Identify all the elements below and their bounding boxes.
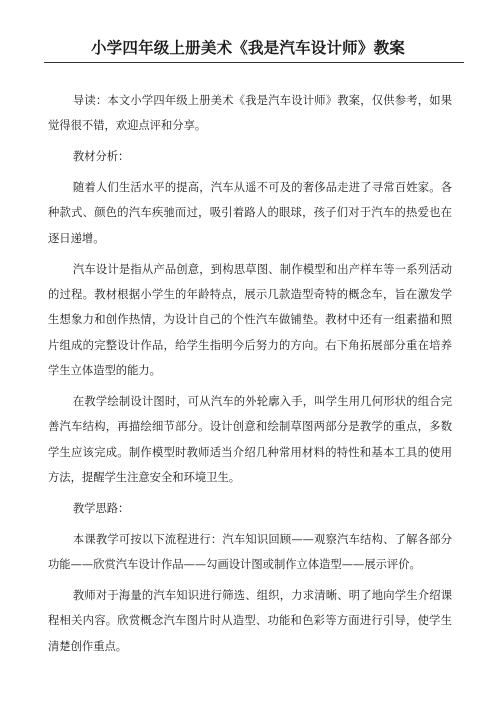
paragraph-approach-2: 教师对于海量的汽车知识进行筛选、组织，力求清晰、明了地向学生介绍课程相关内容。欣赏概念汽车图片时从造型、功能和色彩等方面进行引导，使学生清楚创作重点。 [48,589,452,653]
header-divider [44,62,464,63]
section-heading-analysis: 教材分析： [72,150,130,164]
document-title: 小学四年级上册美术《我是汽车设计师》教案 [90,39,405,57]
document-body [48,88,452,665]
paragraph-approach-1: 本课教学可按以下流程进行：汽车知识回顾——观察汽车结构、了解各部分功能——欣赏汽车设计作品——勾画设计图或制作立体造型——展示评价。 [48,532,452,572]
paragraph-intro: 导读：本文小学四年级上册美术《我是汽车设计师》教案，仅供参考，如果觉得很不错，欢迎点评和分享。 [48,94,452,133]
paragraph-analysis-2: 汽车设计是指从产品创意，到构思草图、制作模型和出产样车等一系列活动的过程。教材根据小学生的年龄特点，展示几款造型奇特的概念车，旨在激发学生想象力和创作热情，为设计自己的个性汽车做铺垫。教材中还有一组素描和照片组成的完整设计作品，给学生指明今后努力的方向。右下角拓展部分重在培养学生立体造型的能力。 [48,262,452,378]
paragraph-analysis-3: 在教学绘制设计图时，可从汽车的外轮廓入手，叫学生用几何形状的组合完善汽车结构，再描绘细节部分。设计创意和绘制草图两部分是教学的重点，多数学生应该完成。制作模型时教师适当介绍几种常用材料的特性和基本工具的使用方法，提醒学生注意安全和环境卫生。 [48,395,452,485]
section-heading-approach: 教学思路： [72,502,130,516]
paragraph-analysis-1: 随着人们生活水平的提高，汽车从遥不可及的奢侈品走进了寻常百姓家。各种款式、颜色的汽车疾驰而过，吸引着路人的眼球，孩子们对于汽车的热爱也在逐日递增。 [48,181,452,245]
